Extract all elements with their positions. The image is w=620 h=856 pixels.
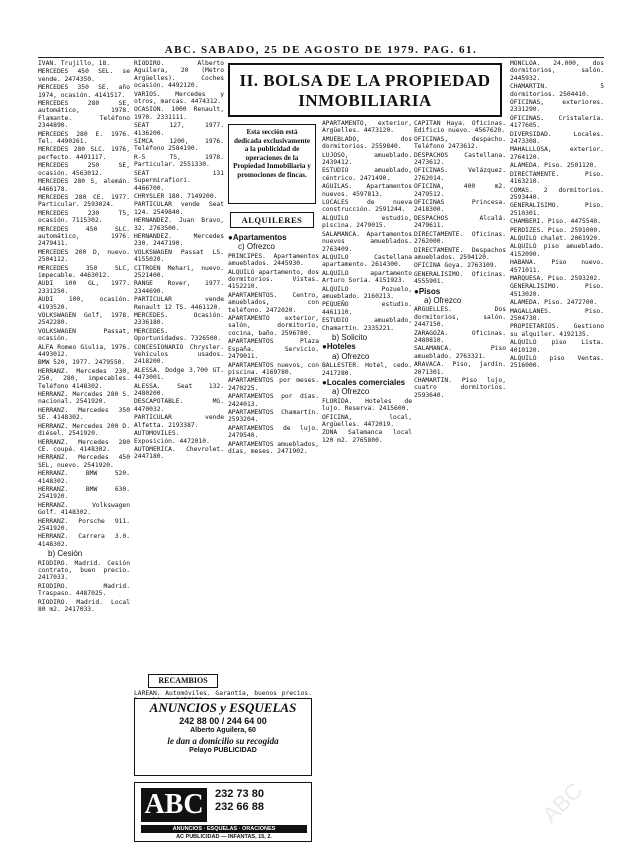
classified-entry: PARTICULAR vende Seat 124. 2549840. bbox=[134, 201, 224, 216]
column-4 bbox=[322, 120, 412, 844]
column-3-entries bbox=[228, 253, 319, 456]
classified-entry: SALAMANCA. Piso amueblado. 2763321. bbox=[414, 345, 506, 360]
classified-entry: GENERALISIMO. Oficinas. 4555901. bbox=[414, 270, 506, 286]
classified-entry: APARTAMENTO exterior, salón, dormitorio, cocina, baño. 2596780. bbox=[228, 315, 319, 337]
classified-entry: APARTAMENTOS Plaza España. Servicio. 2479011. bbox=[228, 338, 319, 361]
classified-entry: SALAMANCA. Apartamentos nuevos amueblados. 2763409. bbox=[322, 230, 412, 253]
column-2 bbox=[134, 60, 224, 668]
column-5-entries-b bbox=[414, 306, 506, 399]
classified-entry: HERRANZ. Mercedes 200 D. diésel. 2541920. bbox=[38, 422, 130, 438]
cesion-head: b) Cesión bbox=[48, 549, 83, 559]
classified-entry: HERRANZ. Carrera 3.0. 4148302. bbox=[38, 533, 130, 548]
classified-entry: ZARAGOZA. Oficinas. 2480810. bbox=[414, 329, 506, 344]
section-title-line-2: INMOBILIARIA bbox=[298, 91, 432, 110]
classified-entry: MAHALLLOSA, exterior. 2764120. bbox=[510, 146, 604, 161]
column-6 bbox=[510, 60, 604, 844]
classified-entry: CHRYSLER 180. 7149200. bbox=[134, 192, 218, 200]
classified-entry: HERRANZ. Volkswagen Golf. 4148302. bbox=[38, 501, 130, 517]
classified-entry: BMW 520, 1977. 2479550. bbox=[38, 359, 126, 367]
classified-entry: APARTAMENTOS nuevos, con piscina. 4169780. bbox=[228, 361, 319, 376]
classified-entry: RANGE Rover, 1977. 2344690. bbox=[134, 280, 224, 295]
classified-entry: GENERALISIMO. Piso. 2510301. bbox=[510, 202, 604, 217]
column-4-entries-c bbox=[322, 398, 412, 444]
classified-entry: RIODIRO. Madrid. Traspaso. 4487025. bbox=[38, 582, 130, 598]
abc-phone-2: 232 66 88 bbox=[215, 801, 264, 813]
classified-entry: ARGUELLES. Dos dormitorios, salón. 2447150. bbox=[414, 306, 506, 329]
classified-entry: MERCEDES 350 SE. año 1974, ocasión. 4141517. bbox=[38, 84, 130, 99]
classified-entry: CITROEN Mehari, nuevo. 2521400. bbox=[134, 264, 224, 279]
classified-entry: AUDI 100, ocasión. 4193520. bbox=[38, 296, 130, 311]
classified-entry: HERRANZ. Mercedes 280 S. nacional. 2541920. bbox=[38, 391, 130, 406]
classified-entry: OFICINA Goya. 2763109. bbox=[414, 262, 498, 270]
classified-entry: LOCALES de nueva construcción. 2591244. bbox=[322, 199, 412, 214]
classified-entry: MERCEDES 250 SE, ocasión. 4563012. bbox=[38, 162, 130, 177]
classified-entry: MERCEDES. Oportunidades. 7326500. bbox=[134, 327, 222, 343]
column-4-entries-a bbox=[322, 120, 412, 332]
classified-entry: ESTUDIO amueblado, céntrico. 2471490. bbox=[322, 167, 412, 182]
column-4-entries-b bbox=[322, 362, 412, 377]
classified-entry: VARIOS. Mercedes y otros, marcas. 4474312. bbox=[134, 90, 224, 106]
classified-entry: OFICINA, local, Argüelles. 4472019. bbox=[322, 413, 412, 429]
classified-entry: PARTICULAR vende Renault 12 TS. 4461120. bbox=[134, 296, 224, 311]
column-3 bbox=[228, 232, 319, 844]
classified-entry: OFICINAS. Velázquez. 2762014. bbox=[414, 167, 506, 182]
classified-entry: MERCEDES 280 E. 1976. Tel. 4490261. bbox=[38, 130, 130, 146]
classified-entry: HERNANDEZ. Mercedes 230. 2447190. bbox=[134, 232, 224, 248]
classified-entry: R-5 TS, 1978. Particular. 2551330. bbox=[134, 153, 224, 169]
classified-entry: AUTOMERICA. Chevrolet. 2447180. bbox=[134, 445, 224, 461]
ad1-headline: ANUNCIOS y ESQUELAS bbox=[149, 700, 297, 715]
classified-entry: ALQUILO estudio, piscina. 2479015. bbox=[322, 214, 412, 230]
abc-logo: ABC bbox=[141, 788, 207, 822]
classified-entry: FLORIDA. Hoteles de lujo. Reserva. 2415600. bbox=[322, 397, 412, 413]
alquileres-box: ALQUILERES bbox=[230, 212, 314, 228]
classified-entry: MERCEDES 280 SLC. 1976, perfecto. 4491117. bbox=[38, 146, 130, 161]
classified-entry: HERRANZ. Mercedes 280 CE. coupé. 4148302. bbox=[38, 438, 130, 453]
ad1-phones: 242 88 00 / 244 64 00 bbox=[179, 716, 267, 726]
classified-entry: DIRECTAMENTE. Despachos amueblados. 2594120. bbox=[414, 246, 506, 261]
locales-ofrezco: a) Ofrezco bbox=[332, 387, 370, 397]
classified-entry: IVAN. Trujillo, 18. bbox=[38, 60, 111, 67]
classified-entry: SIMCA 1200, 1976. Teléfono 2584190. bbox=[134, 138, 224, 153]
classified-entry: MERCEDES 450 SLC. automático, 1976. 2479411. bbox=[38, 225, 130, 248]
classified-entry: APARTAMENTOS por días. 2424013. bbox=[228, 393, 319, 408]
classified-entry: MAGALLANES. Piso. 2504730. bbox=[510, 307, 604, 322]
classified-entry: PEQUEÑO estudio. 4461110. bbox=[322, 301, 412, 316]
classified-entry: PERDIZES. Piso. 2591000. bbox=[510, 226, 601, 234]
classified-entry: MERCEDES. Ocasión. 2336180. bbox=[134, 312, 224, 327]
classified-entry: MARQUESA. Piso. 2593202. bbox=[510, 274, 601, 282]
classified-entry: ALFA Romeo Giulia, 1976. 4493012. bbox=[38, 343, 130, 359]
hoteles-ofrezco: a) Ofrezco bbox=[332, 351, 370, 361]
classified-entry: DIVERSIDAD. Locales. 2473308. bbox=[510, 130, 604, 146]
classified-entry: DIRECTAMENTE. Piso. 4163210. bbox=[510, 170, 604, 186]
classified-entry: RIODIRO. Alberto Aguilera, 20 (Metro Argüelles). Coches ocasión. 4492120. bbox=[134, 60, 224, 90]
classified-entry: ALQUILO piso Ventas. 2516000. bbox=[510, 355, 604, 370]
classified-entry: GENERALISIMO. Piso. 4513020. bbox=[510, 283, 604, 298]
classified-entry: ALQUILO piso Lista. 4010120. bbox=[510, 339, 604, 354]
column-5-entries-a bbox=[414, 120, 506, 286]
classified-entry: ALQUILO Pozuelo, amueblado. 2160213. bbox=[322, 285, 412, 300]
classified-entry: ESTUDIO amueblado, Chamartín. 2335221. bbox=[322, 317, 412, 332]
classified-entry: APARTAMENTOS por meses. 2470225. bbox=[228, 377, 319, 392]
classified-entry: OFICINAS. Cristalería. 4177605. bbox=[510, 114, 604, 130]
classified-entry: HERNANDEZ. Juan Bravo, 32. 2763500. bbox=[134, 217, 224, 232]
classified-entry: MERCEDES 280 SE, automático, 1978. Flamante. Teléfono 2344890. bbox=[38, 100, 130, 130]
classified-entry: BALLESTER. Hotel, cedo. 2417280. bbox=[322, 362, 412, 377]
classified-entry: RIODIRO. Madrid. Cesión contrato, buen precio. 2417033. bbox=[38, 559, 130, 582]
column-5 bbox=[414, 120, 506, 844]
classified-entry: ALAMEDA. Piso. 2501120. bbox=[510, 162, 598, 170]
pisos-head: ● Pisos bbox=[414, 288, 506, 295]
classified-entry: MERCEDES 280 S, alemán. 4466178. bbox=[38, 178, 130, 193]
section-note: Esta sección está dedicada exclusivamente a la publicidad de operaciones de la Propiedad Inmobiliaria y promociones de fincas. bbox=[228, 124, 316, 204]
ad1-tagline: le dan a domicilio su recogida bbox=[167, 736, 279, 746]
section-title bbox=[228, 63, 502, 117]
column-1 bbox=[38, 60, 130, 844]
classified-entry: HERRANZ. BMW 630. 2541920. bbox=[38, 485, 130, 501]
classified-entry: HERRANZ. Mercedes 450 SEL, nuevo. 2541920. bbox=[38, 454, 130, 469]
classified-entry: PARTICULAR vende Alfetta. 2193387. bbox=[134, 414, 224, 429]
classified-entry: HERRANZ. Porsche 911. 2541920. bbox=[38, 517, 130, 532]
hoteles-head: ● Hoteles bbox=[322, 343, 412, 350]
classified-entry: ALAMEDA. Piso. 2472700. bbox=[510, 299, 598, 307]
classified-entry: DESCAPOTABLE. MG. 4470032. bbox=[134, 398, 224, 413]
classified-entry: AMUEBLADO, dos dormitorios. 2559840. bbox=[322, 135, 412, 151]
ad1-brand: Pelayo PUBLICIDAD bbox=[189, 747, 257, 754]
abc-foot: AC PUBLICIDAD — INFANTAS, 15, 2. bbox=[176, 834, 272, 840]
classified-entry: SEAT 127, 1977. 4136200. bbox=[134, 122, 224, 137]
classified-entry: ALQUILO chalet. 2061920. bbox=[510, 234, 601, 242]
classified-entry: OFICINAS, exteriores. 2331290. bbox=[510, 99, 604, 114]
classified-entry: CHAMBERI. Piso. 4475540. bbox=[510, 218, 601, 226]
classified-entry: APARTAMENTOS. Centro, amueblados, con teléfono. 2472020. bbox=[228, 291, 319, 314]
classified-entry: ALESSA. Dodge 3.700 GT. 4473001. bbox=[134, 366, 224, 382]
classified-entry: CHAMARTIN. 5 dormitorios. 2504410. bbox=[510, 83, 604, 98]
ad1-address: Alberto Aguilera, 60 bbox=[190, 727, 256, 734]
classified-entry: OCASION. 1000 Renault, 1970. 2331111. bbox=[134, 106, 224, 121]
pisos-ofrezco: a) Ofrezco bbox=[424, 295, 462, 305]
col2-bottom-entry: LAREAN. Automóviles. Garantía, buenos precios. bbox=[134, 690, 312, 697]
classified-entry: HERRANZ. Mercedes 230, 250, 280, impecables. Teléfono 4148302. bbox=[38, 367, 130, 390]
classified-entry: SEAT 131 Supermirafiori. 4466700. bbox=[134, 169, 224, 192]
classified-entry: ZONA Salamanca local 120 m2. 2765800. bbox=[322, 429, 412, 444]
classified-entry: CONCESIONARIO Chrysler. Vehículos usados. 2418200. bbox=[134, 343, 224, 366]
classified-entry: ARAVACA. Piso, jardín. 2071301. bbox=[414, 361, 506, 376]
classified-entry: MERCEDES 450 SEL. se vende. 2474350. bbox=[38, 68, 130, 83]
classified-entry: MERCEDES 230 T5, ocasión. 7115302. bbox=[38, 209, 130, 225]
classified-entry: APARTAMENTOS de lujo. 2479540. bbox=[228, 424, 319, 440]
classified-entry: ALQUILO piso amueblado. 4152090. bbox=[510, 243, 604, 258]
classified-entry: MERCEDES 200 D, nuevo. 2504112. bbox=[38, 248, 130, 264]
classified-entry: AUTOMOVILES. Exposición. 4472010. bbox=[134, 430, 210, 445]
classified-entry: ALQUILO apartamento Arturo Soria. 4151923. bbox=[322, 269, 412, 285]
page-header: ABC. SABADO, 25 DE AGOSTO DE 1979. PAG. 61. bbox=[38, 44, 604, 58]
classified-entry: HERRANZ. BMW 520. 4148302. bbox=[38, 470, 130, 485]
classified-entry: OFICINA, 400 m2. 2479512. bbox=[414, 183, 506, 198]
classified-entry: ALESSA. Seat 132. 2480200. bbox=[134, 382, 224, 398]
abc-band: ANUNCIOS · ESQUELAS · ORACIONES bbox=[141, 825, 307, 833]
classified-entry: CHAMARTIN. Piso lujo, cuatro dormitorios. 2593640. bbox=[414, 377, 506, 399]
watermark: ABC bbox=[537, 777, 588, 828]
classified-entry: PROPIETARIOS. Gestiono su alquiler. 4192135. bbox=[510, 323, 604, 338]
classified-entry: DESPACHOS Castellana. 2473612. bbox=[414, 151, 506, 167]
locales-head: ● Locales comerciales bbox=[322, 379, 412, 386]
classified-entry: OFICINAS Princesa. 2418300. bbox=[414, 199, 506, 214]
classified-entry: HERRANZ. Mercedes 350 SE. 4148302. bbox=[38, 406, 130, 422]
recambios-box: RECAMBIOS bbox=[148, 674, 218, 688]
classified-entry: MONCLOA. 24.000, dos dormitorios, salón. 2445932. bbox=[510, 60, 604, 82]
newspaper-page bbox=[38, 44, 604, 844]
classified-entry: AGUILAS. Apartamentos nuevos. 4597813. bbox=[322, 183, 412, 198]
classified-entry: APARTAMENTO, exterior, Argüelles. 4473120. bbox=[322, 120, 412, 135]
classified-entry: CAPITAN Haya. Oficinas. Edificio nuevo. 4567620. bbox=[414, 120, 506, 135]
classified-entry: MERCEDES 350 SLC, impecable. 4463012. bbox=[38, 264, 130, 279]
classified-entry: VOLKSWAGEN Passat LS. 4155020. bbox=[134, 248, 224, 264]
classified-entry: ALQUILO Castellana apartamento. 2614300. bbox=[322, 253, 412, 269]
classified-entry: DESPACHOS Alcalá. 2479611. bbox=[414, 214, 506, 230]
classified-entry: PRINCIPES. Apartamentos amueblados. 2445930. bbox=[228, 252, 319, 268]
classified-entry: VOLKSWAGEN Passat, ocasión. bbox=[38, 327, 130, 343]
apartamentos-head: ● Apartamentos bbox=[228, 234, 319, 241]
apartamentos-ofrezco: c) Ofrezco bbox=[238, 242, 275, 252]
solicito-head: b) Solicito bbox=[332, 332, 368, 342]
classified-entry: OFICINAS, despacho. Teléfono 2473612. bbox=[414, 135, 506, 151]
classified-entry: LUJOSO, amueblado. 2439412. bbox=[322, 151, 412, 167]
classified-entry: APARTAMENTOS amueblados, días, meses. 2471902. bbox=[228, 440, 319, 455]
classified-entry: VOLKSWAGEN Golf, 1978. 2542280. bbox=[38, 312, 130, 327]
classified-entry: COMAS. 2 dormitorios. 2593440. bbox=[510, 186, 604, 201]
classified-entry: ALQUILO apartamento, dos dormitorios. Vistas. 4152210. bbox=[228, 268, 319, 291]
classified-entry: RIODIRO. Madrid. Local 80 m2. 2417033. bbox=[38, 598, 130, 614]
abc-phone-1: 232 73 80 bbox=[215, 788, 264, 800]
classified-entry: AUDI 100 GL, 1977. 2331250. bbox=[38, 280, 130, 295]
classified-entry: APARTAMENTOS Chamartín. 2593204. bbox=[228, 408, 319, 424]
classified-entry: HABANA. Piso nuevo. 4571011. bbox=[510, 259, 604, 274]
section-title-line-1: II. BOLSA DE LA PROPIEDAD bbox=[239, 71, 491, 90]
classified-entry: DIRECTAMENTE. Oficinas. 2762000. bbox=[414, 230, 506, 246]
classified-entry: MERCEDES 280 CE. 1977. Particular. 2593024. bbox=[38, 193, 130, 209]
